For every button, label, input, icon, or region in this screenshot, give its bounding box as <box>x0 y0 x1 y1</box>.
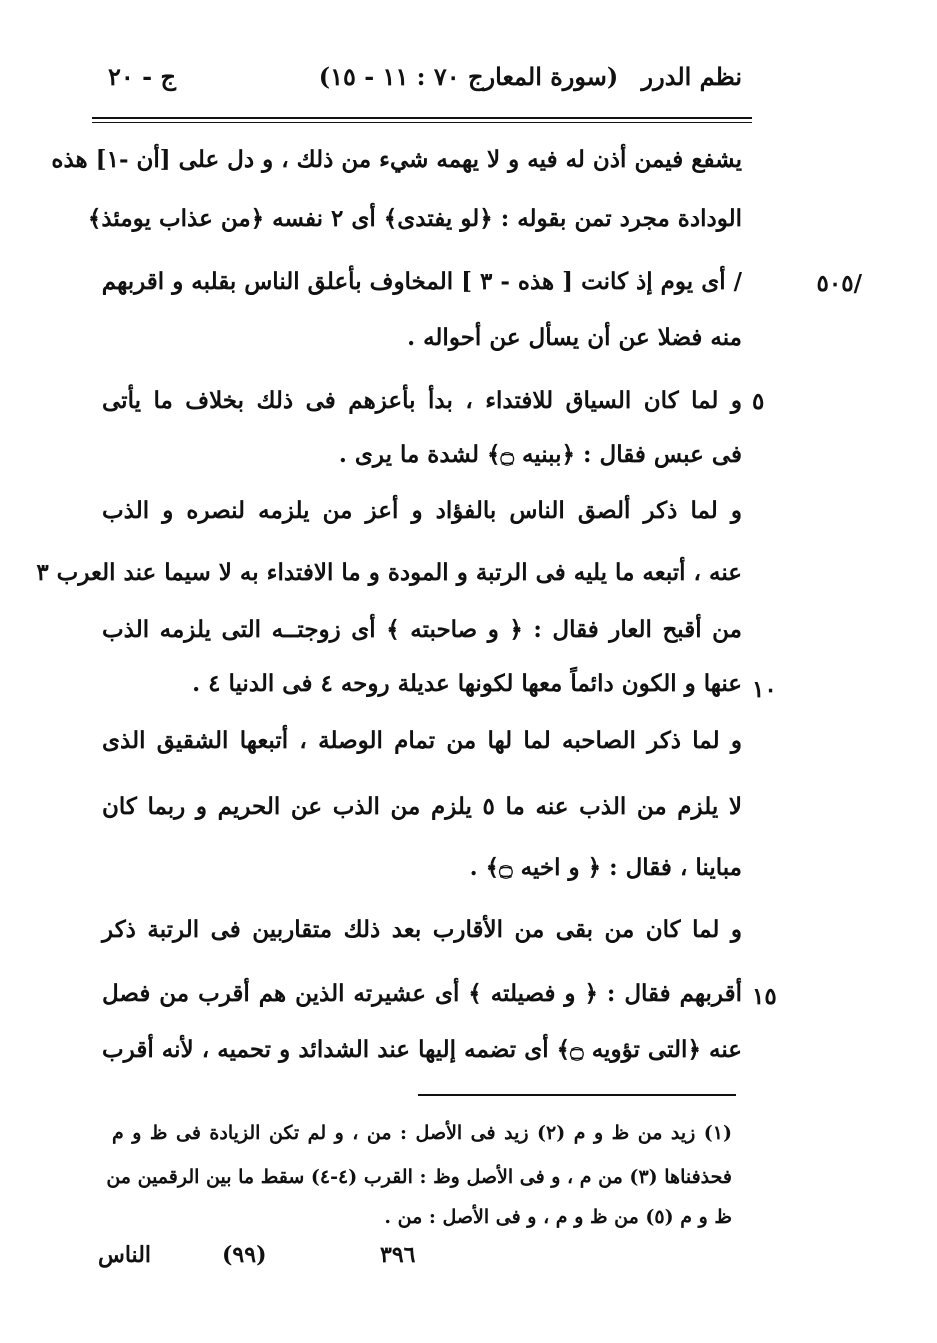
text-line: / أى يوم إذ كانت [ هذه - ٣ ] المخاوف بأعلق الناس بقلبه و اقربهم <box>101 268 742 295</box>
text-line: و لما كان السياق للافتداء ، بدأ بأعزهم فى ذلك بخلاف ما يأتى <box>102 387 742 414</box>
footer-word: الناس <box>98 1242 152 1268</box>
text-line: أقربهم فقال : ﴿ و فصيلته ﴾ أى عشيرته الذين هم أقرب من فصل <box>102 980 742 1007</box>
footnote-line: (١) زيد من ظ و م (٢) زيد فى الأصل : من ، و لم تكن الزيادة فى ظ و م <box>112 1122 733 1144</box>
footnote-line: ظ و م (٥) من ظ و م ، و فى الأصل : من . <box>384 1206 732 1228</box>
footnote-line: فحذفناها (٣) من م ، و فى الأصل وظ : القرب (٤-٤) سقط ما بين الرقمين من <box>106 1166 732 1188</box>
volume-label: ج - ٢٠ <box>108 62 176 91</box>
running-title: نظم الدرر <box>641 62 742 91</box>
text-line: مباينا ، فقال : ﴿ و اخيه ۝﴾ . <box>469 854 742 881</box>
header-rule-thin <box>92 122 752 123</box>
header-rule <box>92 117 752 119</box>
text-line: و لما ذكر ألصق الناس بالفؤاد و أعز من يلزمه لنصره و الذب <box>102 497 742 524</box>
text-line: و لما ذكر الصاحبه لما لها من تمام الوصلة ، أتبعها الشقيق الذى <box>102 727 742 754</box>
text-line: منه فضلا عن أن يسأل عن أحواله . <box>407 324 742 351</box>
signature-mark: (٩٩) <box>222 1242 267 1268</box>
text-line: عنها و الكون دائماً معها لكونها عديلة روحه ٤ فى الدنيا ٤ . <box>192 670 742 697</box>
text-line: من أقبح العار فقال : ﴿ و صاحبته ﴾ أى زوجتــه التى يلزمه الذب <box>102 616 742 643</box>
text-line: لا يلزم من الذب عنه ما ٥ يلزم من الذب عن الحريم و ربما كان <box>102 793 742 820</box>
text-line: يشفع فيمن أذن له فيه و لا يهمه شيء من ذلك ، و دل على [أن -١] هذه <box>51 146 742 173</box>
page-marker: /٥٠٥ <box>816 270 862 297</box>
text-line: عنه ﴿التى تؤويه ۝﴾ أى تضمه إليها عند الشدائد و تحميه ، لأنه أقرب <box>102 1036 742 1063</box>
line-number-10: ١٠ <box>752 676 777 703</box>
text-line: و لما كان من بقى من الأقارب بعد ذلك متقاربين فى الرتبة ذكر <box>102 916 742 943</box>
line-number-5: ٥ <box>752 388 765 415</box>
line-number-15: ١٥ <box>752 983 777 1010</box>
text-line: فى عبس فقال : ﴿ببنيه ۝﴾ لشدة ما يرى . <box>338 441 742 468</box>
page-number: ٣٩٦ <box>380 1242 416 1268</box>
footnote-rule <box>418 1094 736 1096</box>
surah-reference: (سورة المعارج ٧٠ : ١١ - ١٥) <box>318 62 619 91</box>
text-line: الودادة مجرد تمن بقوله : ﴿لو يفتدى﴾ أى ٢ نفسه ﴿من عذاب يومئذ﴾ <box>87 205 742 232</box>
text-line: عنه ، أتبعه ما يليه فى الرتبة و المودة و ما الافتداء به لا سيما عند العرب ٣ <box>36 559 742 586</box>
